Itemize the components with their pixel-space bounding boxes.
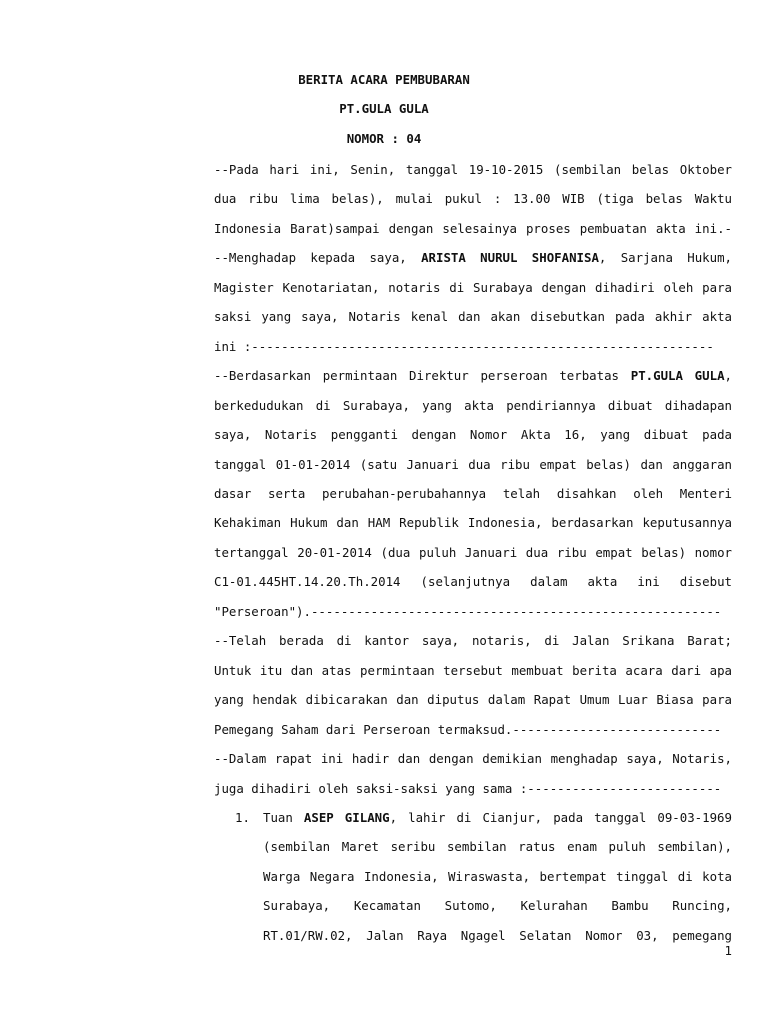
text-line [263,803,732,832]
paragraph-opening [214,155,732,243]
text-line: RT.01/RW.02, Jalan Raya Ngagel Selatan Nomor 03, pemegang [263,927,732,943]
text-line: --Telah berada di kantor saya, notaris, di Jalan Srikana Barat; [214,633,732,649]
text-line: dasar serta perubahan-perubahannya telah disahkan oleh Menteri [214,485,732,501]
text-line: dua ribu lima belas), mulai pukul : 13.00 WIB (tiga belas Waktu [214,191,732,207]
document-title: BERITA ACARA PEMBUBARAN [298,72,470,87]
list-item [214,803,732,950]
paragraph-appearance [214,243,732,361]
text-segment: Tuan [263,809,304,825]
text-line: yang hendak dibicarakan dan diputus dalam Rapat Umum Luar Biasa para [214,692,732,708]
text-line: tanggal 01-01-2014 (satu Januari dua ribu empat belas) dan anggaran [214,456,732,472]
paragraph-meeting [214,744,732,803]
text-line: ini :-------------------------------------------------------------- [214,338,714,354]
text-segment: , lahir di Cianjur, pada tanggal 09-03-1969 [389,809,732,825]
text-line: Surabaya, Kecamatan Sutomo, Kelurahan Bambu Runcing, [263,898,732,914]
text-line [214,361,732,390]
text-line: Kehakiman Hukum dan HAM Republik Indonesia, berdasarkan keputusannya [214,515,732,531]
company-name: PT.GULA GULA [630,368,725,384]
text-line: Indonesia Barat)sampai dengan selesainya proses pembuatan akta ini.- [214,220,732,236]
page-number: 1 [724,943,732,958]
text-segment: --Menghadap kepada saya, [214,250,422,266]
company-heading: PT.GULA GULA [339,101,429,116]
paragraph-office [214,626,732,744]
text-line [214,243,732,272]
text-segment: --Berdasarkan permintaan Direktur perseroan terbatas [214,368,631,384]
text-line: --Pada hari ini, Senin, tanggal 19-10-2015 (sembilan belas Oktober [214,162,732,177]
text-line: C1-01.445HT.14.20.Th.2014 (selanjutnya dalam akta ini disebut [214,574,732,590]
text-line: Untuk itu dan atas permintaan tersebut membuat berita acara dari apa [214,662,732,678]
deed-body [214,155,732,950]
text-segment: , [724,368,732,384]
text-line: juga dihadiri oleh saksi-saksi yang sama :-------------------------- [214,780,722,796]
text-line: tertanggal 20-01-2014 (dua puluh Januari dua ribu empat belas) nomor [214,544,732,560]
text-segment: , Sarjana Hukum, [598,250,732,266]
paragraph-request [214,361,732,626]
list-number: 1. [235,809,250,825]
text-line: saya, Notaris pengganti dengan Nomor Akta 16, yang dibuat pada [214,427,732,443]
text-line: Magister Kenotariatan, notaris di Surabaya dengan dihadiri oleh para [214,279,732,295]
notary-name: ARISTA NURUL SHOFANISA [421,250,599,266]
text-line: "Perseroan").------------------------------------------------------- [214,603,722,619]
text-line: saksi yang saya, Notaris kenal dan akan disebutkan pada akhir akta [214,309,732,325]
text-line: berkedudukan di Surabaya, yang akta pendiriannya dibuat dihadapan [214,397,732,413]
deed-number: NOMOR : 04 [346,131,422,146]
text-line: Pemegang Saham dari Perseroan termaksud.---------------------------- [214,721,722,737]
attendee-name: ASEP GILANG [303,809,390,825]
text-line: --Dalam rapat ini hadir dan dengan demikian menghadap saya, Notaris, [214,751,732,767]
text-line: Warga Negara Indonesia, Wiraswasta, bertempat tinggal di kota [263,868,732,884]
text-line: (sembilan Maret seribu sembilan ratus enam puluh sembilan), [263,839,732,855]
